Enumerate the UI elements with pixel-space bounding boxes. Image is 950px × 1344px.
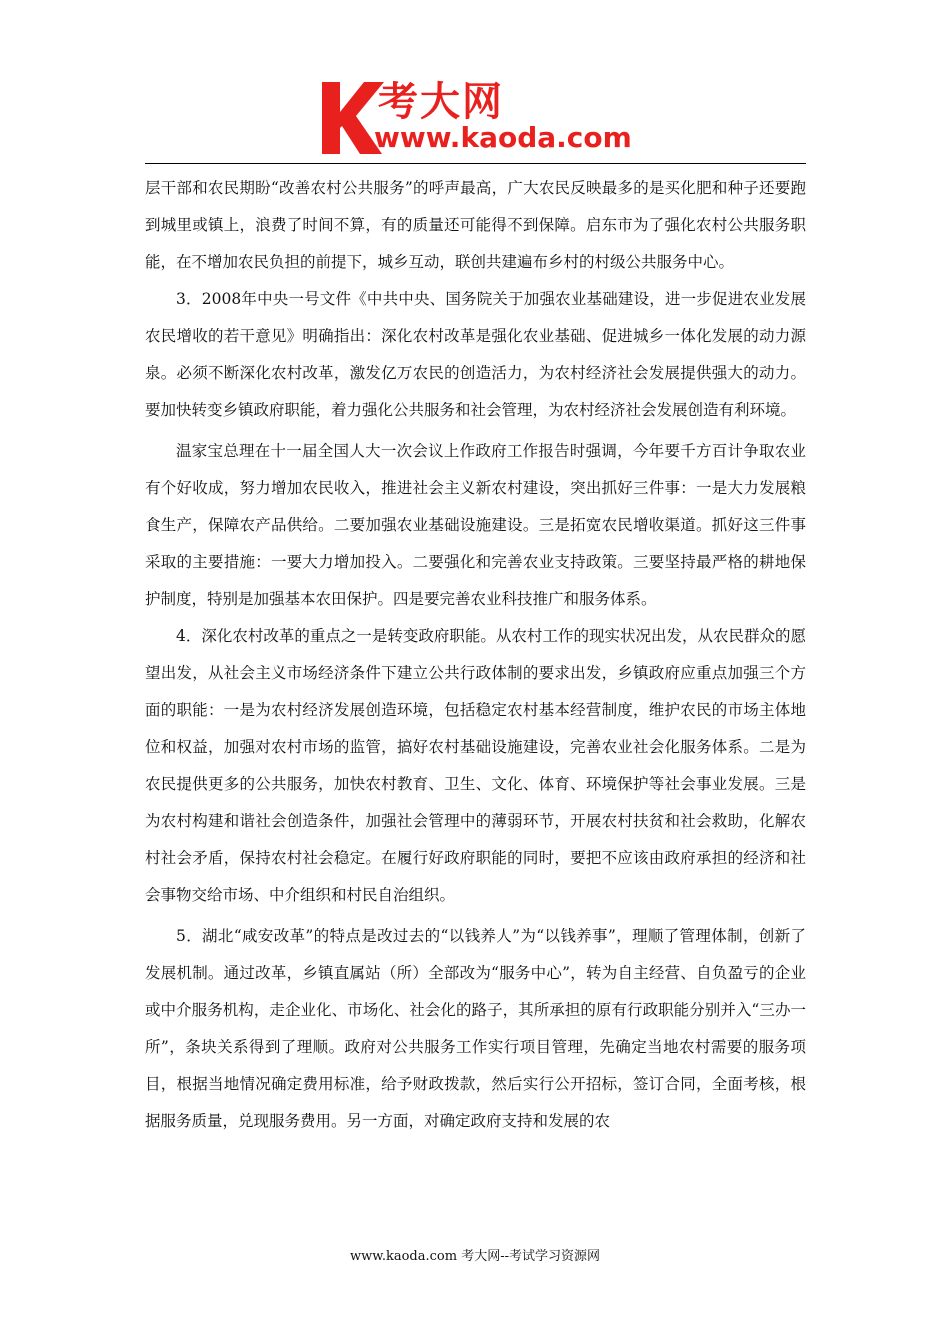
paragraph-5: 5．湖北“咸安改革”的特点是改过去的“以钱养人”为“以钱养事”，理顺了管理体制，创新了发展机制。通过改革，乡镇直属站（所）全部改为“服务中心”，转为自主经营、自负盈亏的企业或中介服务机构，走企业化、市场化、社会化的路子，其所承担的原有行政职能分别并入“三办一所”，条块关系得到了理顺。政府对公共服务工作实行项目管理，先确定当地农村需要的服务项目，根据当地情况确定费用标准，给予财政拨款，然后实行公开招标，签订合同，全面考核，根据服务质量，兑现服务费用。另一方面，对确定政府支持和发展的农 — [145, 927, 806, 1130]
paragraph-4: 4．深化农村改革的重点之一是转变政府职能。从农村工作的现实状况出发，从农民群众的愿望出发，从社会主义市场经济条件下建立公共行政体制的要求出发，乡镇政府应重点加强三个方面的职能：一是为农村经济发展创造环境，包括稳定农村基本经营制度，维护农民的市场主体地位和权益，加强对农村市场的监管，搞好农村基础设施建设，完善农业社会化服务体系。二是为农民提供更多的公共服务，加快农村教育、卫生、文化、体育、环境保护等社会事业发展。三是为农村构建和谐社会创造条件，加强社会管理中的薄弱环节，开展农村扶贫和社会救助，化解农村社会矛盾，保持农村社会稳定。在履行好政府职能的同时，要把不应该由政府承担的经济和社会事物交给市场、中介组织和村民自治组织。 — [145, 627, 806, 904]
article-body — [145, 170, 806, 1140]
logo-url: www.kaoda.com — [374, 121, 632, 154]
site-logo[interactable] — [318, 78, 648, 158]
logo-chinese-name: 考大网 — [378, 79, 504, 125]
paragraph-premier-report: 温家宝总理在十一届全国人大一次会议上作政府工作报告时强调，今年要千方百计争取农业有个好收成，努力增加农民收入，推进社会主义新农村建设，突出抓好三件事：一是大力发展粮食生产，保障农产品供给。二要加强农业基础设施建设。三是拓宽农民增收渠道。抓好这三件事采取的主要措施：一要大力增加投入。二要强化和完善农业支持政策。三要坚持最严格的耕地保护制度，特别是加强基本农田保护。四是要完善农业科技推广和服务体系。 — [145, 442, 806, 608]
paragraph-continued: 层干部和农民期盼“改善农村公共服务”的呼声最高，广大农民反映最多的是买化肥和种子还要跑到城里或镇上，浪费了时间不算，有的质量还可能得不到保障。启东市为了强化农村公共服务职能，在不增加农民负担的前提下，城乡互动，联创共建遍布乡村的村级公共服务中心。 — [145, 179, 806, 271]
page-footer: www.kaoda.com 考大网--考试学习资源网 — [350, 1249, 600, 1264]
paragraph-3: 3．2008年中央一号文件《中共中央、国务院关于加强农业基础建设，进一步促进农业发展农民增收的若干意见》明确指出：深化农村改革是强化农业基础、促进城乡一体化发展的动力源泉。必须不断深化农村改革，激发亿万农民的创造活力，为农村经济社会发展提供强大的动力。要加快转变乡镇政府职能，着力强化公共服务和社会管理，为农村经济社会发展创造有利环境。 — [145, 290, 806, 419]
header-divider — [145, 163, 806, 164]
